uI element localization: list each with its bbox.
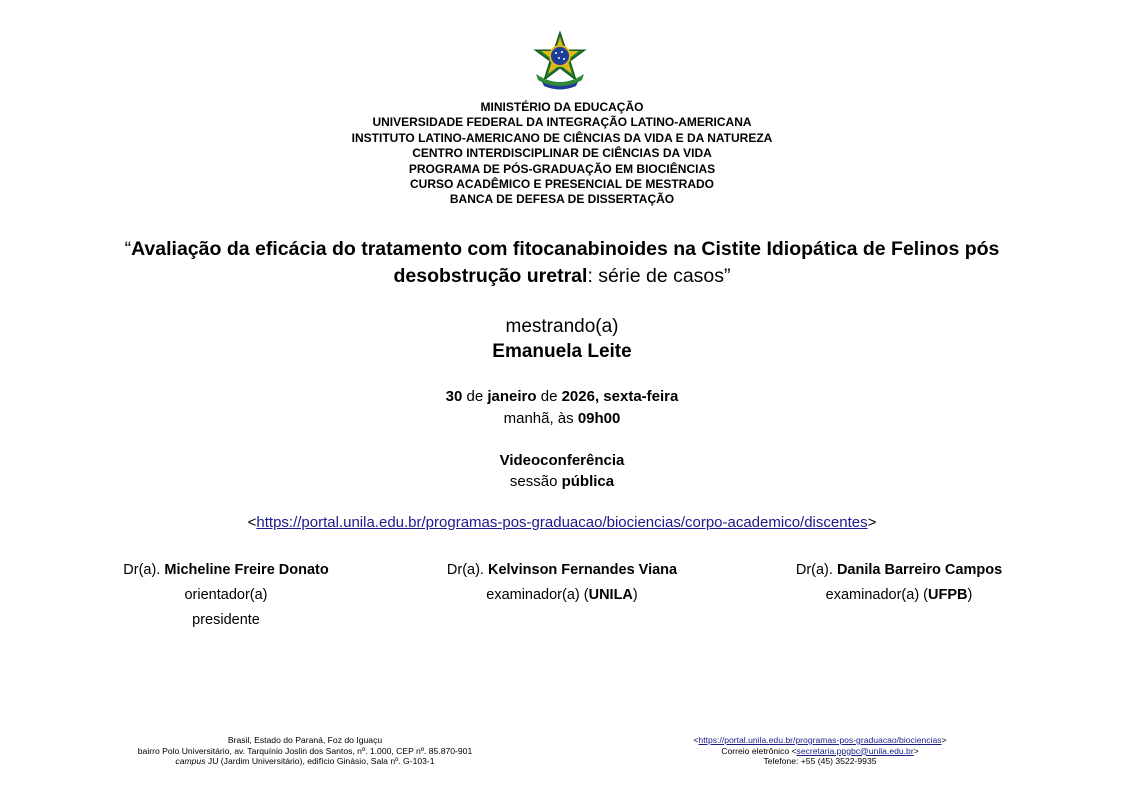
member-extra: presidente (192, 612, 260, 628)
footer-address-line: Brasil, Estado do Paraná, Foz do Iguaçu (227, 735, 383, 745)
link-bracket: < (247, 514, 257, 531)
footer-phone: Telefone: +55 (45) 3522-9935 (763, 756, 877, 767)
session-type (0, 473, 1124, 490)
header-line: UNIVERSIDADE FEDERAL DA INTEGRAÇÃO LATINO-AMERICANA (372, 115, 752, 130)
dissertation-title (0, 236, 1124, 290)
date-connector: de (462, 388, 488, 405)
date-day: 30 (445, 388, 463, 405)
date-connector: de (536, 388, 562, 405)
session-type-value: pública (561, 473, 615, 490)
footer-email-label: Correio eletrônico < (721, 745, 797, 756)
date-month: janeiro (487, 388, 537, 405)
member-name: Kelvinson Fernandes Viana (487, 562, 678, 578)
header-line: MINISTÉRIO DA EDUCAÇÃO (480, 100, 644, 114)
committee-member (719, 558, 1079, 608)
student-name: Emanuela Leite (492, 341, 632, 362)
institution-header (0, 100, 1124, 208)
member-title: Dr(a). (446, 562, 488, 578)
footer-campus-label: campus (175, 756, 206, 767)
title-open-quote: “ (124, 238, 132, 260)
member-role-suffix: ) (632, 587, 638, 603)
discentes-link[interactable]: https://portal.unila.edu.br/programas-pos-graduacao/biociencias/corpo-academico/discentes (256, 514, 868, 531)
title-line-2: desobstrução uretral (393, 265, 588, 287)
date-year-weekday: 2026, sexta-feira (561, 388, 679, 405)
footer-address (95, 735, 515, 767)
brazil-coat-of-arms-icon (528, 30, 592, 94)
member-institution: UNILA (588, 587, 633, 603)
member-name: Micheline Freire Donato (164, 562, 329, 578)
member-title: Dr(a). (795, 562, 837, 578)
session-mode: Videoconferência (499, 452, 625, 469)
footer-address-line: JU (Jardim Universitário), edifício Ginásio, Sala nº. G-103-1 (205, 756, 435, 767)
title-subtitle: : série de casos” (587, 265, 731, 287)
link-bracket: > (913, 745, 919, 756)
header-line: INSTITUTO LATINO-AMERICANO DE CIÊNCIAS DA VIDA E DA NATUREZA (351, 130, 773, 145)
student-role: mestrando(a) (505, 316, 619, 337)
footer-program-link[interactable]: https://portal.unila.edu.br/programas-pos-graduacao/biociencias (698, 735, 942, 745)
header-line: CURSO ACADÊMICO E PRESENCIAL DE MESTRADO (409, 177, 715, 192)
link-bracket: > (941, 735, 947, 745)
header-line: BANCA DE DEFESA DE DISSERTAÇÃO (449, 192, 675, 207)
title-line-1: Avaliação da eficácia do tratamento com fitocanabinoides na Cistite Idiopática de Felinos pós (131, 238, 1000, 260)
member-role: orientador(a) (184, 587, 268, 603)
committee-member (46, 558, 406, 633)
footer-contact (640, 735, 1000, 767)
link-bracket: > (867, 514, 877, 531)
header-line: PROGRAMA DE PÓS-GRADUAÇÃO EM BIOCIÊNCIAS (408, 161, 716, 176)
time-period: manhã, às (503, 410, 578, 427)
session-prefix: sessão (509, 473, 562, 490)
member-role: examinador(a) ( (486, 587, 589, 603)
header-line: CENTRO INTERDISCIPLINAR DE CIÊNCIAS DA VIDA (412, 146, 712, 161)
member-title: Dr(a). (123, 562, 165, 578)
program-link-line (0, 514, 1124, 531)
time-value: 09h00 (577, 410, 621, 427)
member-name: Danila Barreiro Campos (836, 562, 1003, 578)
footer-address-line: bairro Polo Universitário, av. Tarquínio Joslin dos Santos, nº. 1.000, CEP nº. 85.870-901 (137, 745, 473, 756)
member-role-suffix: ) (967, 587, 973, 603)
member-institution: UFPB (928, 587, 968, 603)
defense-date (0, 388, 1124, 405)
link-bracket: < (693, 735, 699, 745)
defense-time (0, 410, 1124, 427)
committee-member (382, 558, 742, 608)
member-role: examinador(a) ( (825, 587, 928, 603)
footer-email-link[interactable]: secretaria.ppgbc@unila.edu.br (796, 745, 914, 756)
